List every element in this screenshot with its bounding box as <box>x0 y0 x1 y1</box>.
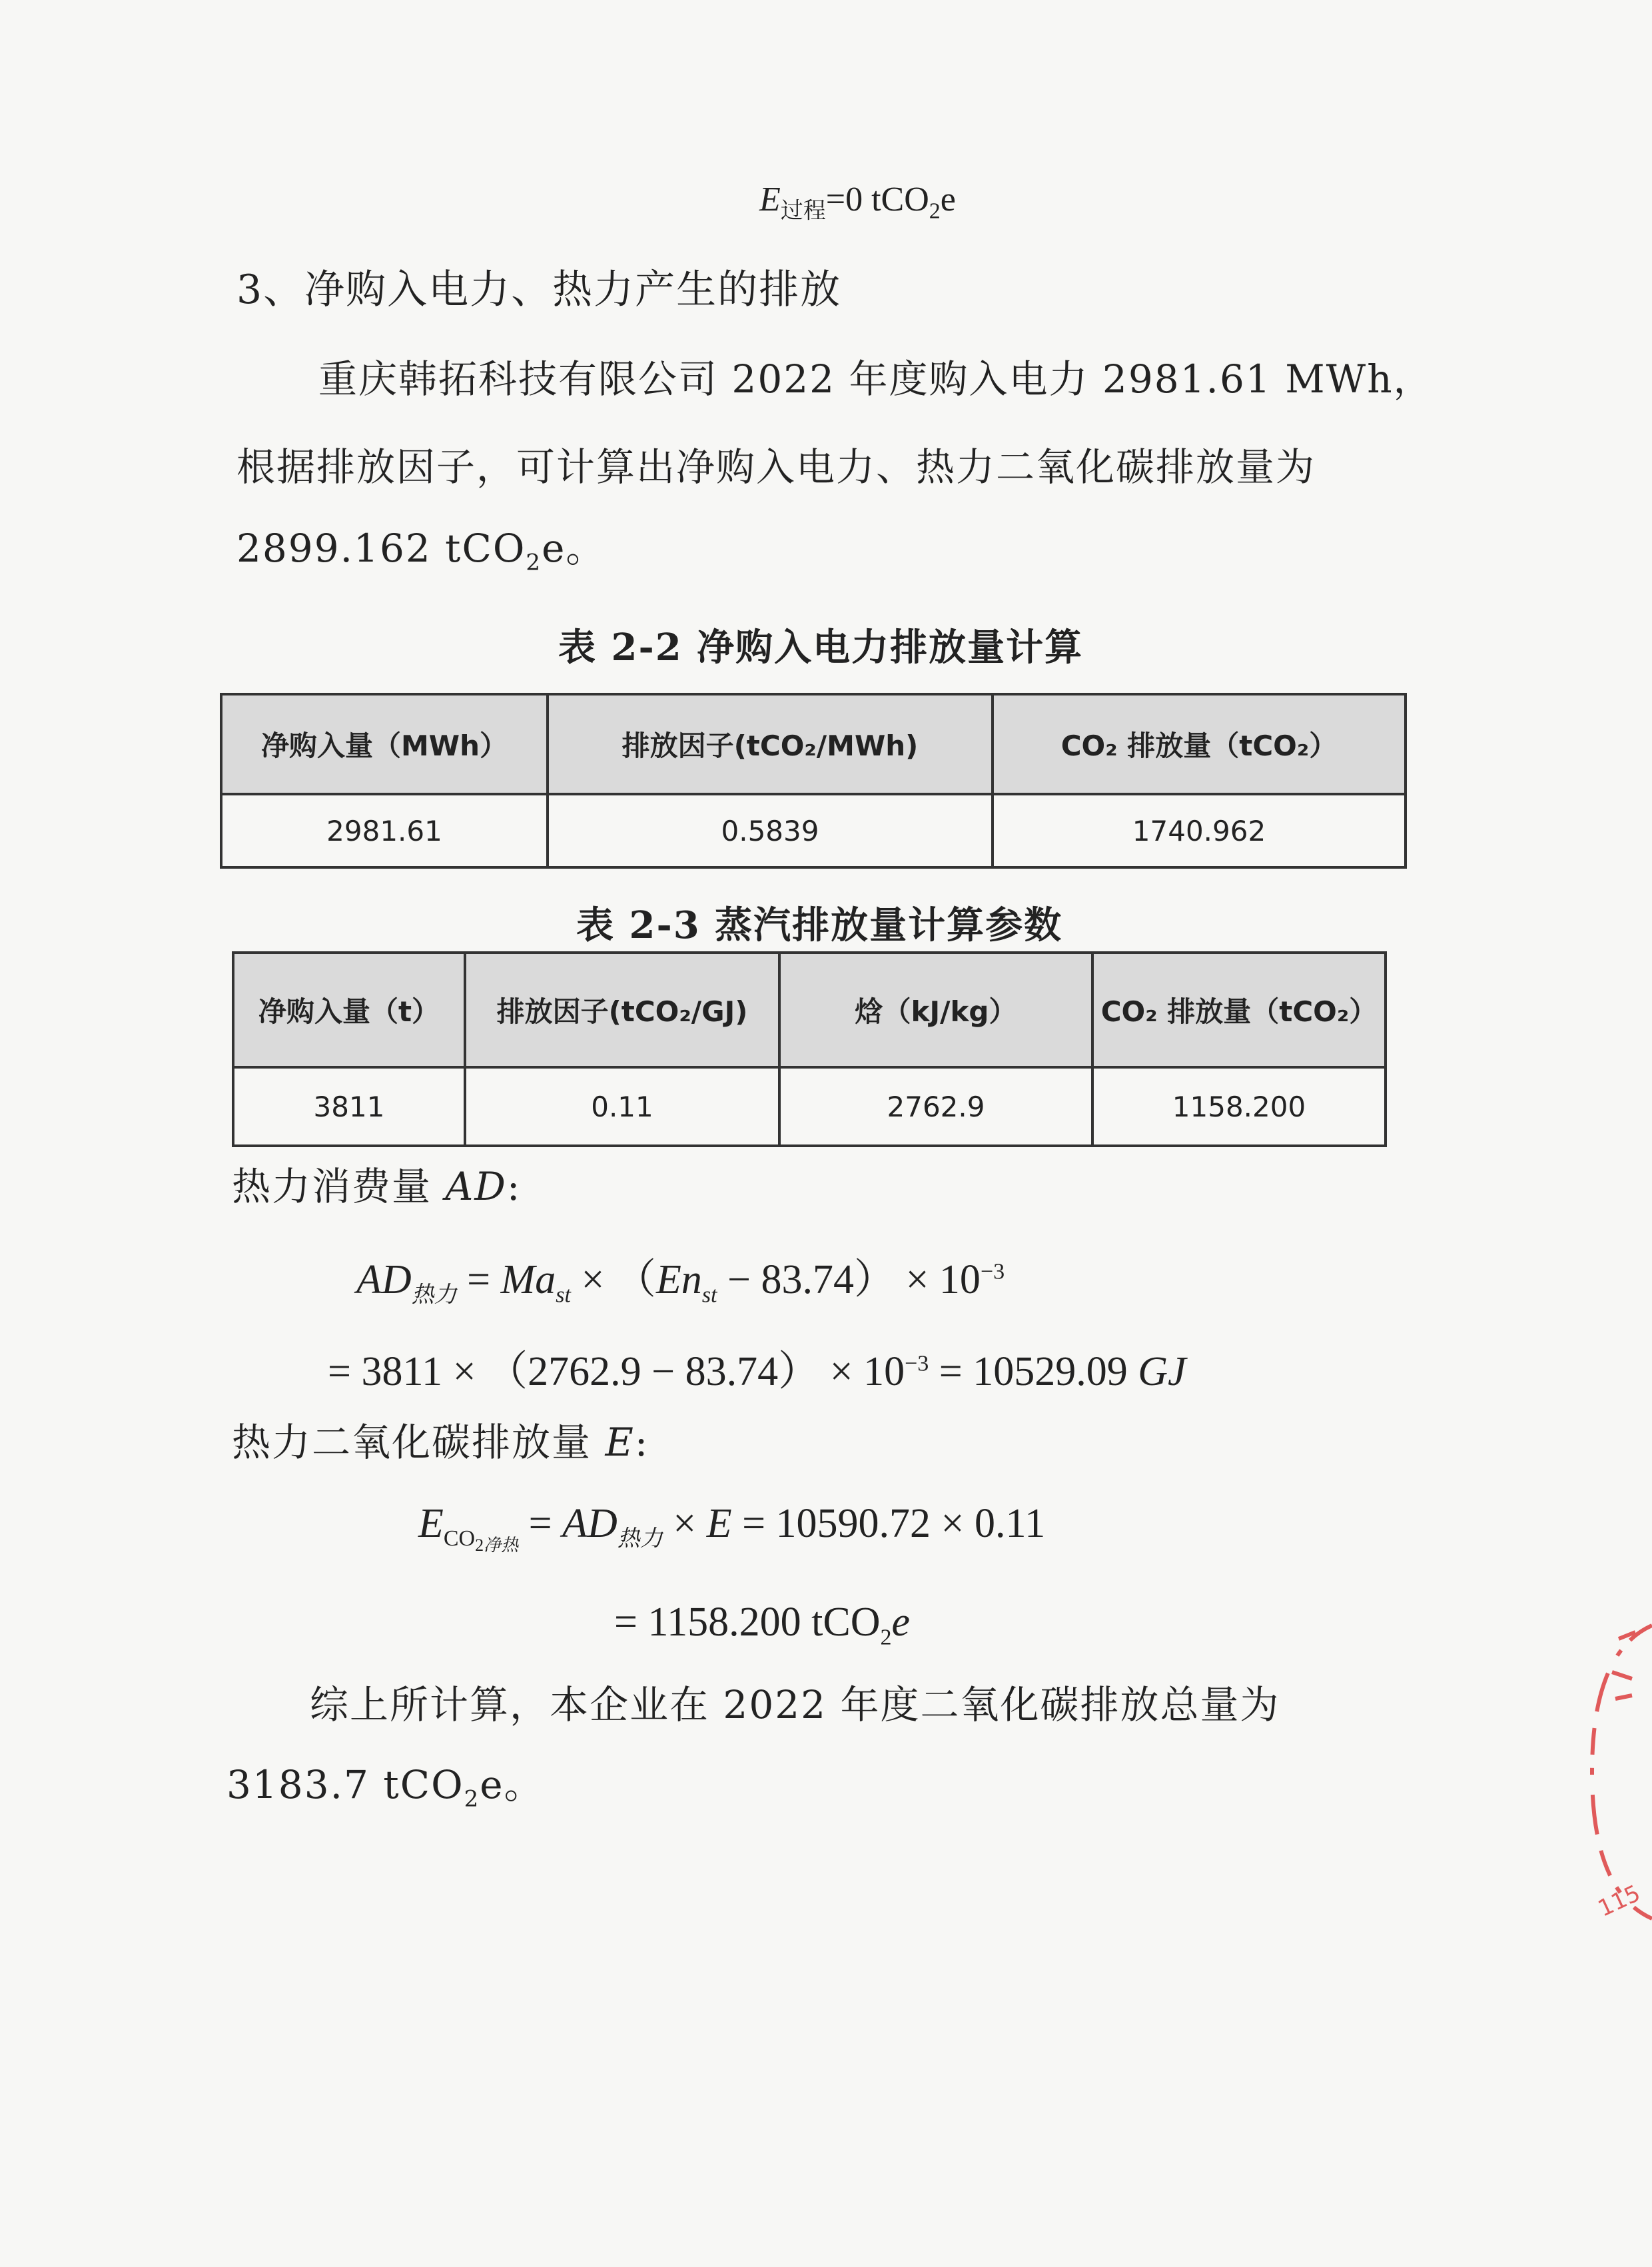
table-cell: 1158.200 <box>1092 1067 1386 1146</box>
table-header-row <box>221 694 1406 794</box>
co2-label-colon: : <box>634 1420 649 1465</box>
co2-label-text: 热力二氧化碳排放量 <box>232 1420 606 1465</box>
heat-consumption-result <box>328 1338 1186 1397</box>
table-cell: 3811 <box>233 1067 465 1146</box>
eq3-e-sub-co: CO <box>443 1526 476 1552</box>
heat-co2-result <box>614 1599 911 1650</box>
heat-co2-equation <box>418 1500 1046 1556</box>
formula-symbol: E <box>759 181 781 219</box>
eq3-e-sub <box>443 1526 519 1556</box>
eq2-pre: = 3811 × （2762.9 − 83.74） × 10 <box>328 1349 905 1394</box>
summary-line-1: 综上所计算，本企业在 2022 年度二氧化碳排放总量为 <box>310 1682 1280 1727</box>
table-row <box>221 794 1406 867</box>
eq1-en: En <box>655 1257 702 1302</box>
eq3-ad: AD <box>562 1501 618 1546</box>
total-emission-tail: e。 <box>480 1762 544 1807</box>
emission-unit-tail: e。 <box>542 526 606 571</box>
table-header-cell: CO₂ 排放量（tCO₂） <box>1092 953 1386 1067</box>
table-header-row <box>233 953 1386 1067</box>
table-header-cell: 排放因子(tCO₂/MWh) <box>548 694 993 794</box>
eq2-unit: GJ <box>1138 1349 1186 1394</box>
seal-number: 115 <box>1593 1879 1645 1923</box>
emission-value: 2899.162 tCO <box>236 526 526 571</box>
eq1-mid: × （ <box>570 1257 656 1302</box>
eq1-lhs: AD <box>356 1257 412 1302</box>
eq3-times: × <box>662 1501 707 1546</box>
table-header-cell: 净购入量（MWh） <box>221 694 548 794</box>
eq4-post: e <box>891 1599 911 1645</box>
total-emission-value: 3183.7 tCO <box>226 1762 464 1807</box>
eq3-e2: E <box>706 1501 732 1546</box>
summary-line-2 <box>226 1762 544 1813</box>
eq3-e-sub-2: 2 <box>475 1536 484 1556</box>
eq1-equals: = <box>456 1257 501 1302</box>
table-header-cell: 净购入量（t） <box>233 953 465 1067</box>
heat-co2-label <box>232 1420 649 1465</box>
heat-label-colon: : <box>506 1164 522 1209</box>
emission-sub: 2 <box>526 549 542 576</box>
eq3-ad-sub: 热力 <box>617 1526 663 1552</box>
eq2-post: = 10529.09 <box>929 1349 1138 1394</box>
table-row <box>233 1067 1386 1146</box>
table-cell: 2981.61 <box>221 794 548 867</box>
table-2-2 <box>220 693 1407 869</box>
heat-consumption-equation <box>356 1246 1005 1308</box>
table-cell: 1740.962 <box>993 794 1406 867</box>
eq1-exponent: −3 <box>980 1259 1005 1284</box>
seal-stamp <box>1579 1599 1652 1945</box>
total-emission-sub: 2 <box>464 1785 480 1813</box>
paragraph-line-3 <box>236 526 606 576</box>
eq1-rest: − 83.74） × 10 <box>717 1257 981 1302</box>
formula-subscript: 过程 <box>780 199 826 224</box>
heat-consumption-label <box>232 1164 522 1209</box>
eq3-tail: = 10590.72 × 0.11 <box>731 1501 1046 1546</box>
table-2-3-caption: 表 2-3 蒸汽排放量计算参数 <box>576 903 1063 947</box>
formula-tail: e <box>940 181 956 219</box>
paragraph-line-1: 重庆韩拓科技有限公司 2022 年度购入电力 2981.61 MWh， <box>318 356 1434 402</box>
table-cell: 2762.9 <box>779 1067 1092 1146</box>
eq2-exponent: −3 <box>905 1351 929 1376</box>
table-header-cell: 焓（kJ/kg） <box>779 953 1092 1067</box>
eq1-en-sub: st <box>701 1282 717 1308</box>
process-emission-formula <box>759 180 956 224</box>
formula-value: =0 tCO <box>825 181 929 219</box>
paragraph-line-2: 根据排放因子，可计算出净购入电力、热力二氧化碳排放量为 <box>236 444 1316 490</box>
eq1-lhs-sub: 热力 <box>411 1282 457 1308</box>
heat-label-var: AD <box>445 1164 507 1209</box>
eq3-equals: = <box>518 1501 563 1546</box>
co2-label-var: E <box>605 1420 635 1465</box>
eq1-ma: Ma <box>500 1257 556 1302</box>
eq3-e-sub-3: 净热 <box>484 1536 519 1556</box>
eq4-pre: = 1158.200 tCO <box>614 1599 881 1645</box>
eq3-e: E <box>418 1501 444 1546</box>
table-cell: 0.11 <box>465 1067 779 1146</box>
section-heading: 3、净购入电力、热力产生的排放 <box>236 266 842 313</box>
eq4-sub: 2 <box>880 1625 892 1650</box>
formula-subscript-2: 2 <box>929 199 941 224</box>
table-2-3 <box>232 951 1387 1147</box>
table-2-2-caption: 表 2-2 净购入电力排放量计算 <box>558 626 1084 670</box>
eq1-ma-sub: st <box>556 1282 571 1308</box>
heat-label-text: 热力消费量 <box>232 1164 446 1209</box>
table-header-cell: 排放因子(tCO₂/GJ) <box>465 953 779 1067</box>
table-header-cell: CO₂ 排放量（tCO₂） <box>993 694 1406 794</box>
table-cell: 0.5839 <box>548 794 993 867</box>
